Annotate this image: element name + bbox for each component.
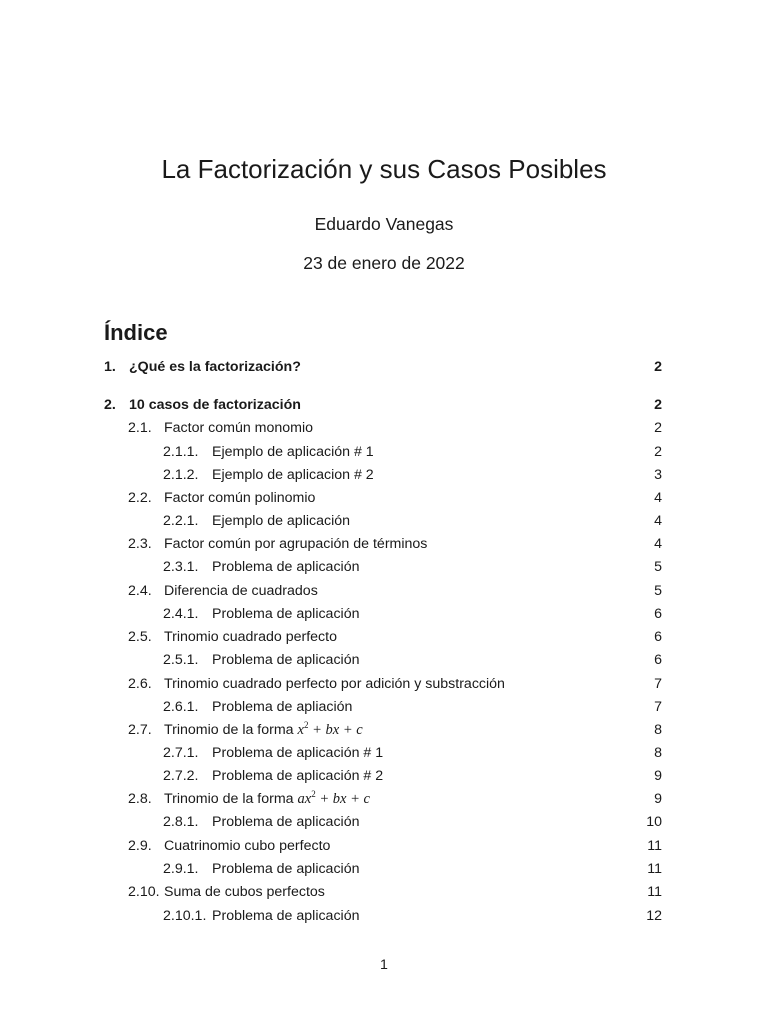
toc-subsection-entry[interactable] [0, 441, 768, 463]
toc-entry-page: 6 [654, 652, 662, 668]
toc-entry-title [212, 696, 352, 718]
toc-section-entry[interactable] [0, 487, 768, 509]
toc-subsection-entry[interactable] [0, 556, 768, 578]
toc-entry-title [164, 487, 315, 509]
toc-entry-title-text: Problema de aplicación # 2 [212, 768, 384, 784]
toc-entry-page: 12 [646, 908, 662, 924]
toc-entry-number: 2.5. [128, 629, 152, 645]
toc-entry-page: 2 [654, 444, 662, 460]
toc-entry-title [164, 835, 330, 857]
toc-subsection-entry[interactable] [0, 765, 768, 787]
toc-entry-page: 3 [654, 467, 662, 483]
toc-entry-page: 9 [654, 768, 662, 784]
toc-entry-page: 8 [654, 745, 662, 761]
toc-entry-title-text: Trinomio cuadrado perfecto [164, 629, 337, 645]
toc-subsection-entry[interactable] [0, 603, 768, 625]
toc-entry-number: 2.3.1. [163, 559, 199, 575]
toc-subsection-entry[interactable] [0, 742, 768, 764]
toc-entry-number: 2.1.1. [163, 444, 199, 460]
toc-section-entry[interactable] [0, 881, 768, 903]
toc-entry-title-text: Problema de aplicación [212, 606, 360, 622]
toc-entry-number: 2.4.1. [163, 606, 199, 622]
toc-entry-number: 2.9. [128, 838, 152, 854]
toc-entry-number: 2.8. [128, 791, 152, 807]
toc-entry-formula: $x^2$ + bx + c [297, 720, 363, 738]
toc-entry-title-text: Trinomio cuadrado perfecto por adición y substracción [164, 676, 505, 692]
toc-subsection-entry[interactable] [0, 905, 768, 927]
toc-entry-page: 5 [654, 559, 662, 575]
toc-entry-title [212, 464, 374, 486]
toc-entry-number: 2.8.1. [163, 814, 199, 830]
toc-entry-title-text: Factor común polinomio [164, 490, 316, 506]
toc-entry-page: 9 [654, 791, 662, 807]
toc-heading: Índice [104, 320, 168, 345]
toc-section-entry[interactable] [0, 719, 768, 741]
toc-entry-title [212, 603, 359, 625]
toc-entry-page: 4 [654, 513, 662, 529]
toc-entry-title-text: Problema de aplicación # 1 [212, 745, 384, 761]
toc-section-entry[interactable] [0, 835, 768, 857]
toc-entry-number: 2.2. [128, 490, 152, 506]
toc-entry-number: 2.6.1. [163, 699, 199, 715]
toc-entry-number: 2.10. [128, 884, 160, 900]
page-number: 1 [380, 957, 388, 973]
toc-entry-title [212, 742, 383, 764]
toc-entry-number: 2.7. [128, 722, 152, 738]
toc-subsection-entry[interactable] [0, 464, 768, 486]
toc-entry-title-text: Problema de apliación [212, 699, 353, 715]
toc-entry-title-text: Problema de aplicación [212, 559, 360, 575]
toc-entry-title [129, 356, 301, 378]
toc-entry-title [164, 719, 363, 741]
document-title: La Factorización y sus Casos Posibles [161, 154, 607, 184]
toc-entry-number: 2.2.1. [163, 513, 199, 529]
toc-entry-page: 10 [646, 814, 662, 830]
toc-entry-title-text: Problema de aplicación [212, 861, 360, 877]
toc-entry-title [212, 510, 350, 532]
document-author: Eduardo Vanegas [314, 214, 454, 234]
toc-chapter-entry[interactable] [0, 394, 768, 416]
toc-entry-title-text: Trinomio de la forma [164, 722, 294, 738]
toc-entry-title-text: Problema de aplicación [212, 908, 360, 924]
toc-section-entry[interactable] [0, 417, 768, 439]
toc-entry-page: 11 [647, 838, 662, 854]
toc-entry-title [212, 556, 359, 578]
toc-entry-page: 11 [647, 861, 662, 877]
toc-entry-title [164, 673, 505, 695]
toc-section-entry[interactable] [0, 580, 768, 602]
toc-entry-title [212, 765, 383, 787]
document-date: 23 de enero de 2022 [303, 253, 465, 273]
toc-entry-title [129, 394, 301, 416]
toc-entry-title [212, 905, 359, 927]
toc-entry-page: 2 [654, 359, 662, 375]
toc-entry-title [212, 441, 374, 463]
toc-entry-number: 2.3. [128, 536, 152, 552]
toc-entry-title-text: Trinomio de la forma [164, 791, 294, 807]
toc-entry-title-text: Problema de aplicación [212, 652, 360, 668]
toc-entry-title [212, 649, 359, 671]
toc-subsection-entry[interactable] [0, 811, 768, 833]
toc-entry-title-text: Suma de cubos perfectos [164, 884, 325, 900]
toc-subsection-entry[interactable] [0, 858, 768, 880]
toc-entry-title-text: Cuatrinomio cubo perfecto [164, 838, 331, 854]
toc-entry-number: 2.6. [128, 676, 152, 692]
toc-entry-number: 2.9.1. [163, 861, 199, 877]
toc-entry-title-text: Problema de aplicación [212, 814, 360, 830]
toc-entry-number: 2.1.2. [163, 467, 199, 483]
toc-entry-title [164, 417, 313, 439]
toc-entry-title [212, 811, 359, 833]
toc-entry-number: 2.1. [128, 420, 152, 436]
toc-entry-page: 7 [654, 699, 662, 715]
toc-entry-title-text: Ejemplo de aplicacion # 2 [212, 467, 374, 483]
toc-entry-formula: $ax^2$ + bx + c [297, 789, 370, 807]
toc-subsection-entry[interactable] [0, 696, 768, 718]
toc-entry-number: 2.10.1. [163, 908, 207, 924]
toc-entry-title [164, 788, 370, 810]
toc-entry-page: 4 [654, 490, 662, 506]
toc-entry-number: 1. [104, 359, 116, 375]
toc-section-entry[interactable] [0, 673, 768, 695]
toc-entry-title-text: Ejemplo de aplicación [212, 513, 351, 529]
toc-entry-title [164, 580, 318, 602]
toc-entry-number: 2. [104, 397, 116, 413]
toc-subsection-entry[interactable] [0, 510, 768, 532]
toc-entry-page: 2 [654, 397, 662, 413]
toc-entry-page: 6 [654, 606, 662, 622]
toc-entry-title-text: Diferencia de cuadrados [164, 583, 318, 599]
toc-entry-number: 2.5.1. [163, 652, 199, 668]
toc-entry-title [212, 858, 359, 880]
toc-subsection-entry[interactable] [0, 649, 768, 671]
toc-entry-page: 4 [654, 536, 662, 552]
toc-entry-title-text: ¿Qué es la factorización? [129, 359, 301, 375]
toc-entry-title-text: 10 casos de factorización [129, 397, 301, 413]
toc-entry-page: 11 [647, 884, 662, 900]
toc-entry-number: 2.4. [128, 583, 152, 599]
toc-entry-page: 7 [654, 676, 662, 692]
toc-entry-title [164, 533, 427, 555]
toc-entry-page: 6 [654, 629, 662, 645]
toc-entry-title [164, 881, 325, 903]
toc-entry-title-text: Ejemplo de aplicación # 1 [212, 444, 374, 460]
toc-entry-title-text: Factor común por agrupación de términos [164, 536, 428, 552]
toc-entry-page: 8 [654, 722, 662, 738]
toc-section-entry[interactable] [0, 788, 768, 810]
toc-entry-number: 2.7.2. [163, 768, 199, 784]
toc-entry-title-text: Factor común monomio [164, 420, 314, 436]
toc-entry-number: 2.7.1. [163, 745, 199, 761]
toc-section-entry[interactable] [0, 533, 768, 555]
toc-section-entry[interactable] [0, 626, 768, 648]
toc-chapter-entry[interactable] [0, 356, 768, 378]
toc-entry-page: 2 [654, 420, 662, 436]
toc-entry-page: 5 [654, 583, 662, 599]
toc-entry-title [164, 626, 337, 648]
